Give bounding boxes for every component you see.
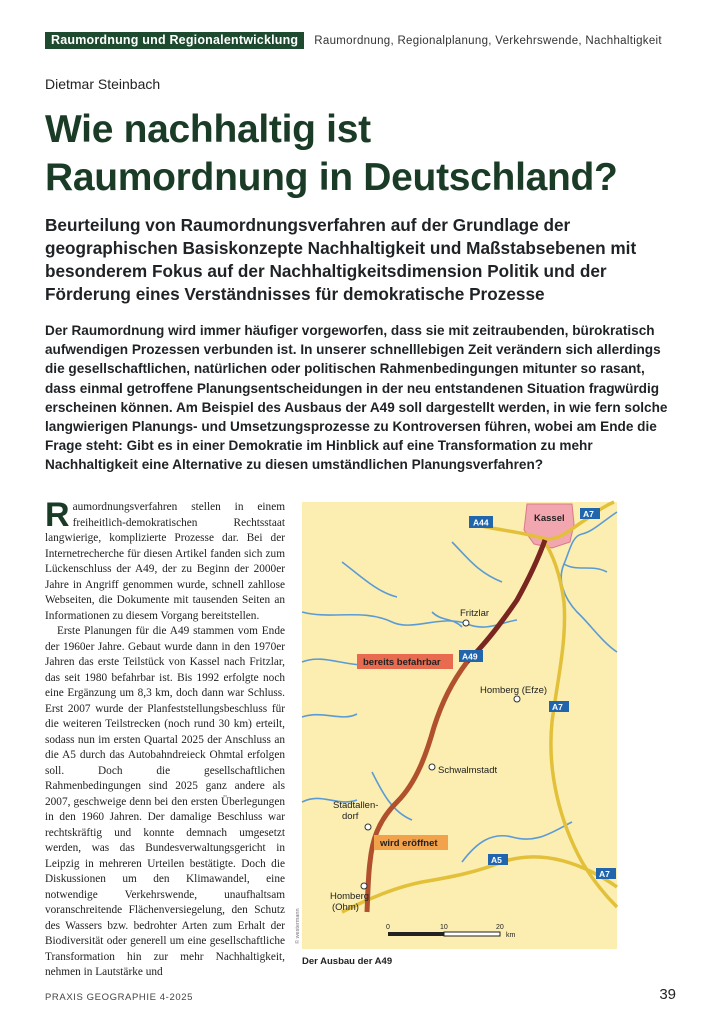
homberg-efze-dot xyxy=(514,696,520,702)
homberg-efze-label: Homberg (Efze) xyxy=(480,685,548,696)
keywords: Raumordnung, Regionalplanung, Verkehrswende, Nachhaltigkeit xyxy=(314,34,662,47)
schwalmstadt-label: Schwalmstadt xyxy=(438,765,498,776)
homberg-ohm-label-1: Homberg xyxy=(330,891,370,902)
scale-tick-0: 0 xyxy=(386,924,390,931)
scale-tick-20: 20 xyxy=(496,924,504,931)
stadtallendorf-dot xyxy=(365,824,371,830)
scale-unit: km xyxy=(506,932,516,939)
homberg-ohm-dot xyxy=(361,883,367,889)
fritzlar-dot xyxy=(463,620,469,626)
section-header xyxy=(45,32,662,49)
body-column xyxy=(45,496,285,981)
body-paragraph-1-text: aumordnungsverfahren stellen in einem freiheitlich-demokratischen Rechtsstaat langwierige, komplizierte Prozesse dar. Bei der Internetrecherche für diesen Artikel fanden sich zum Lückenschluss der A49, der zu Beginn der 2000er Jahre in Angriff genommen wurde, schnell zahllose Webseiten, die Dokumente mit tausenden Seiten an Informationen zu diesem Vorgang bereitstellen. xyxy=(45,501,285,622)
body-paragraph-2: Erste Planungen für die A49 stammen vom Ende der 1960er Jahre. Gebaut wurde dann in den 1970er Jahren das erste Teilstück von Kassel nach Fritzlar, das seit 1980 befahrbar ist. Bis 1992 erfolgte noch eine Ergänzung um 8,3 km, doch dann war Schluss. Erst 2007 wurde der Planfeststellungsbeschluss für die weiteren Teilstrecken (noch rund 30 km) erteilt, sodass nun im ersten Quartal 2025 der Anschluss an die A5 durch das Autobahndreieck Ohmtal erfolgen soll. Doch die gesellschaftlichen Rahmenbedingungen sind 2025 ganz andere als 2007, geschweige denn bei den ersten Überlegungen in den 1960 Jahren. Der damalige Beschluss war rechtskräftig und konnte demnach umgesetzt werden, was das Bundesverwaltungsgericht in Leipzig in mehreren Urteilen bestätigte. Doch die Diskussionen um den Klimawandel, eine notwendige Verkehrswende, unaufhaltsam voranschreitende Flächenversiegelung, den Schutz des Wassers bzw. bedrohter Arten zum Erhalt der Biodiversität oder generell um eine gesellschaftliche Transformation hin zur mehr Nachhaltigkeit, nehmen in Lautstärke und xyxy=(45,625,285,978)
title-line-1: Wie nachhaltig ist xyxy=(45,108,371,151)
a49-map xyxy=(295,502,617,949)
map-land xyxy=(302,502,617,949)
schwalmstadt-dot xyxy=(429,764,435,770)
stadtallendorf-label-2: dorf xyxy=(342,811,359,822)
article-subtitle: Beurteilung von Raumordnungsverfahren auf der Grundlage der geographischen Basiskonzepte Nachhaltigkeit und Maßstabsebenen mit besonderem Fokus auf der Nachhaltigkeitsdimension Politik und der Förderung eines Verständnisses für demokratische Prozesse xyxy=(45,215,637,304)
drop-cap: R xyxy=(45,496,70,534)
homberg-ohm-label-2: (Ohm) xyxy=(332,902,359,913)
a7-mid-label: A7 xyxy=(552,702,563,712)
title-line-2: Raumordnung in Deutschland? xyxy=(45,156,618,199)
a49-label: A49 xyxy=(462,651,478,662)
a44-label: A44 xyxy=(473,517,489,528)
map-copyright: © westermann xyxy=(295,908,301,944)
body-paragraph-1 xyxy=(45,496,285,624)
map-caption: Der Ausbau der A49 xyxy=(302,956,393,967)
journal-footer: PRAXIS GEOGRAPHIE 4-2025 xyxy=(45,992,193,1003)
section-tag: Raumordnung und Regionalentwicklung xyxy=(45,32,304,49)
article-title xyxy=(45,106,695,202)
a5-label: A5 xyxy=(491,855,502,865)
a7-top-label: A7 xyxy=(583,509,594,519)
author: Dietmar Steinbach xyxy=(45,76,161,92)
page-number: 39 xyxy=(659,986,676,1003)
scale-tick-10: 10 xyxy=(440,924,448,931)
kassel-label: Kassel xyxy=(534,513,565,524)
existing-label: bereits befahrbar xyxy=(363,657,441,668)
article-lead: Der Raumordnung wird immer häufiger vorgeworfen, dass sie mit zeitraubenden, bürokratisch aufwendigen Prozessen verbunden ist. In unserer schnelllebigen Zeit verändern sich allerdings die gesellschaftlichen, natürlichen oder politischen Rahmenbedingungen mitunter so rasant, dass einmal getroffene Planungsentscheidungen in der neu entstandenen Situation fragwürdig erscheinen können. Am Beispiel des Ausbaus der A49 soll dargestellt werden, in wie fern solche langwierigen Planungs- und Umsetzungsprozesse zu Kontroversen führen, wobei am Ende die Frage steht: Gibt es in einer Demokratie im Hinblick auf eine Transformation zu mehr Nachhaltigkeit eine Alternative zu diesen umständlichen Planungsverfahren? xyxy=(45,323,668,473)
fritzlar-label: Fritzlar xyxy=(460,608,490,619)
stadtallendorf-label-1: Stadtallen- xyxy=(333,800,379,811)
new-label: wird eröffnet xyxy=(380,838,438,849)
a7-bottom-label: A7 xyxy=(599,869,610,879)
